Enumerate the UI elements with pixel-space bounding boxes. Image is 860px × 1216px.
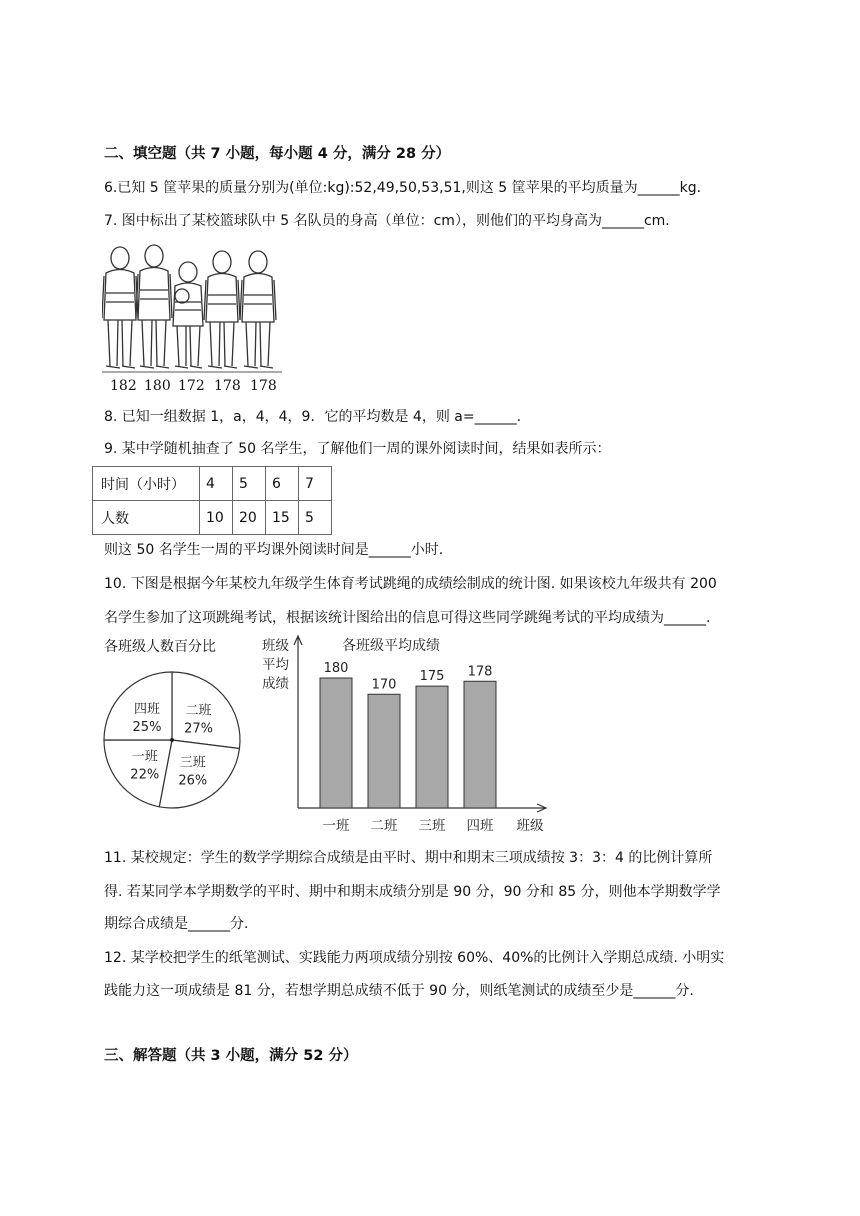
pie-center-dot (170, 738, 174, 742)
x-axis-label: 班级 (516, 818, 544, 834)
pie-slice-label: 一班 (131, 749, 158, 765)
question-8: 8. 已知一组数据 1，a，4，4，9．它的平均数是 4，则 a=______. (104, 409, 522, 425)
bar (416, 686, 448, 808)
section-2-title: 二、填空题（共 7 小题，每小题 4 分，满分 28 分） (104, 146, 451, 162)
x-tick-label: 二班 (370, 818, 398, 834)
x-tick-label: 三班 (418, 818, 446, 834)
bar (464, 681, 496, 808)
height-label-2: 180 (144, 378, 171, 394)
table-cell: 时间（小时） (93, 467, 200, 501)
height-label-3: 172 (178, 378, 205, 394)
y-axis-label: 平均 (262, 657, 289, 673)
pie-slice-label: 三班 (179, 755, 206, 771)
y-axis-label: 成绩 (262, 676, 289, 692)
x-tick-label: 一班 (322, 818, 350, 834)
y-axis-label: 班级 (262, 638, 289, 654)
bar-data-label: 170 (371, 677, 397, 693)
question-6: 6.已知 5 筐苹果的质量分别为(单位:kg):52,49,50,53,51,则这 5 筐苹果的平均质量为______kg. (104, 180, 702, 196)
question-10-line-2: 名学生参加了这项跳绳考试，根据该统计图给出的信息可得这些同学跳绳考试的平均成绩为______. (104, 610, 711, 626)
basketball-players-figure (102, 238, 282, 398)
player-5-drawing (240, 251, 276, 368)
bar (320, 678, 352, 808)
question-11-line-1: 11. 某校规定：学生的数学学期综合成绩是由平时、期中和期末三项成绩按 3：3：4 的比例计算所 (104, 850, 713, 866)
table-cell: 5 (233, 467, 266, 501)
bar-chart-title: 各班级平均成绩 (342, 638, 440, 654)
question-11-line-3: 期综合成绩是______分. (104, 916, 249, 932)
question-10-line-1: 10. 下图是根据今年某校九年级学生体育考试跳绳的成绩绘制成的统计图. 如果该校九年级共有 200 (104, 576, 717, 592)
player-4-drawing (204, 251, 240, 368)
height-label-5: 178 (250, 378, 277, 394)
question-7: 7. 图中标出了某校篮球队中 5 名队员的身高（单位：cm），则他们的平均身高为______cm. (104, 213, 670, 229)
table-cell: 10 (200, 501, 233, 535)
bar-data-label: 178 (467, 664, 493, 680)
pie-slice-label: 二班 (185, 703, 212, 719)
pie-slice-percent: 26% (178, 773, 208, 789)
question-12-line-1: 12. 某学校把学生的纸笔测试、实践能力两项成绩分别按 60%、40%的比例计入学期总成绩. 小明实 (104, 950, 725, 966)
pie-slice-percent: 25% (132, 719, 162, 735)
question-9: 9. 某中学随机抽查了 50 名学生，了解他们一周的课外阅读时间，结果如表所示： (104, 441, 611, 457)
question-12-line-2: 践能力这一项成绩是 81 分，若想学期总成绩不低于 90 分，则纸笔测试的成绩至少是______分. (104, 983, 694, 999)
table-cell: 7 (299, 467, 332, 501)
pie-slice-percent: 22% (130, 767, 160, 783)
height-label-1: 182 (110, 378, 137, 394)
table-cell: 20 (233, 501, 266, 535)
bar-data-label: 180 (323, 661, 349, 676)
bar-chart-svg (262, 630, 562, 836)
table-cell: 人数 (93, 501, 200, 535)
x-tick-label: 四班 (466, 818, 494, 834)
table-cell: 5 (299, 501, 332, 535)
bar (368, 694, 400, 808)
question-11-line-2: 得. 若某同学本学期数学的平时、期中和期末成绩分别是 90 分，90 分和 85 分，则他本学期数学学 (104, 884, 721, 900)
pie-slice-label: 四班 (133, 701, 161, 717)
table-cell: 4 (200, 467, 233, 501)
pie-chart-svg (96, 630, 256, 830)
table-cell: 6 (266, 467, 299, 501)
player-3-drawing (173, 262, 203, 368)
question-9-tail: 则这 50 名学生一周的平均课外阅读时间是______小时. (104, 542, 444, 558)
pie-slice-percent: 27% (184, 721, 213, 737)
table-row (93, 467, 332, 501)
reading-time-table (92, 466, 332, 535)
player-2-drawing (136, 245, 172, 368)
section-3-title: 三、解答题（共 3 小题，满分 52 分） (104, 1048, 358, 1064)
height-label-4: 178 (214, 378, 241, 394)
players-illustration (102, 238, 282, 378)
pie-chart (96, 630, 256, 830)
bar-data-label: 175 (419, 669, 445, 685)
table-row (93, 501, 332, 535)
player-1-drawing (102, 247, 138, 368)
bar-chart (262, 630, 562, 836)
table-cell: 15 (266, 501, 299, 535)
pie-chart-title: 各班级人数百分比 (104, 639, 216, 655)
